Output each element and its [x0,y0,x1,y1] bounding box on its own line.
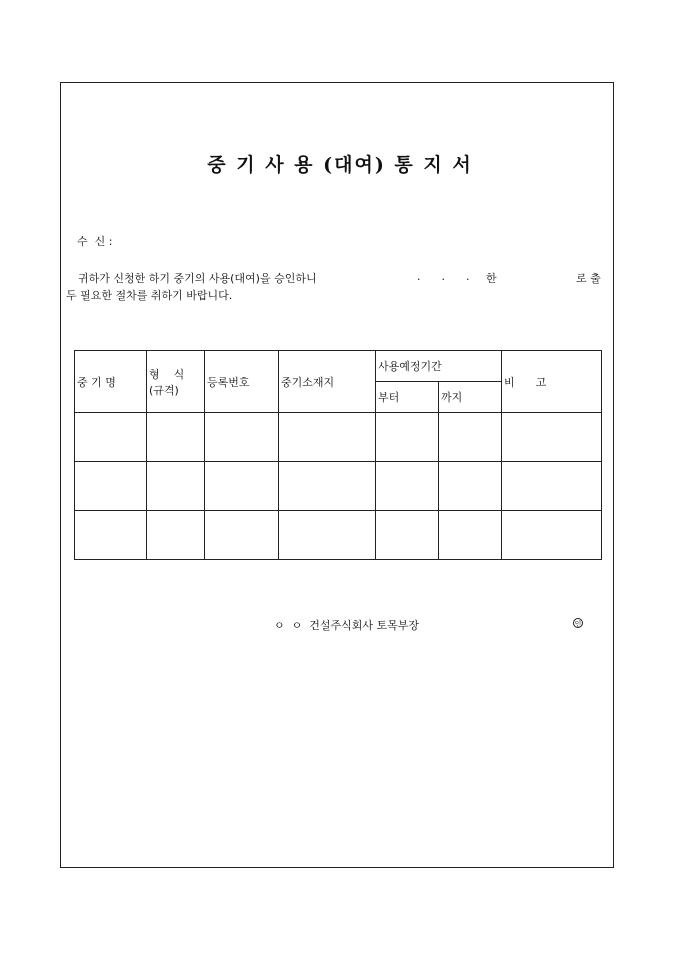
table-cell [205,511,279,560]
header-registration-no: 등록번호 [205,351,279,413]
recipient-label: 수 신 : [77,235,113,248]
table-cell [75,413,147,462]
table-cell [279,462,376,511]
header-model-line2: (규격) [149,383,179,397]
table-cell [502,462,602,511]
body-text-line1-end: 로 출 [576,272,601,285]
body-text-line2: 두 필요한 절차를 취하기 바랍니다. [66,289,233,302]
header-location: 중기소재지 [279,351,376,413]
table-cell [279,413,376,462]
header-model-line1: 형 식 [149,367,185,381]
equipment-table [74,350,602,560]
table-cell [502,413,602,462]
table-row [75,462,602,511]
table-cell [376,413,439,462]
body-text-han: 한 [486,272,497,285]
header-equipment-name: 중 기 명 [75,351,147,413]
seal-mark: 인 [574,620,582,628]
table-cell [75,462,147,511]
table-cell [147,413,205,462]
issuer-name: ㅇ ㅇ 건설주식회사 토목부장 [274,619,419,632]
header-from: 부터 [376,382,439,413]
table-cell [439,462,502,511]
table-cell [147,511,205,560]
header-period: 사용예정기간 [376,351,502,382]
table-cell [439,511,502,560]
table-row [75,413,602,462]
table-cell [75,511,147,560]
document-title: 중 기 사 용 (대여) 통 지 서 [207,154,473,176]
date-placeholder: . . . [417,270,470,283]
table-cell [279,511,376,560]
table-cell [205,462,279,511]
table-cell [376,462,439,511]
table-cell [147,462,205,511]
header-to: 까지 [439,382,502,413]
table-cell [205,413,279,462]
body-text-line1: 귀하가 신청한 하기 중기의 사용(대여)을 승인하니 [78,272,317,285]
header-remarks: 비 고 [502,351,602,413]
table-cell [376,511,439,560]
table-cell [439,413,502,462]
header-model [147,351,205,413]
table-cell [502,511,602,560]
table-row [75,511,602,560]
